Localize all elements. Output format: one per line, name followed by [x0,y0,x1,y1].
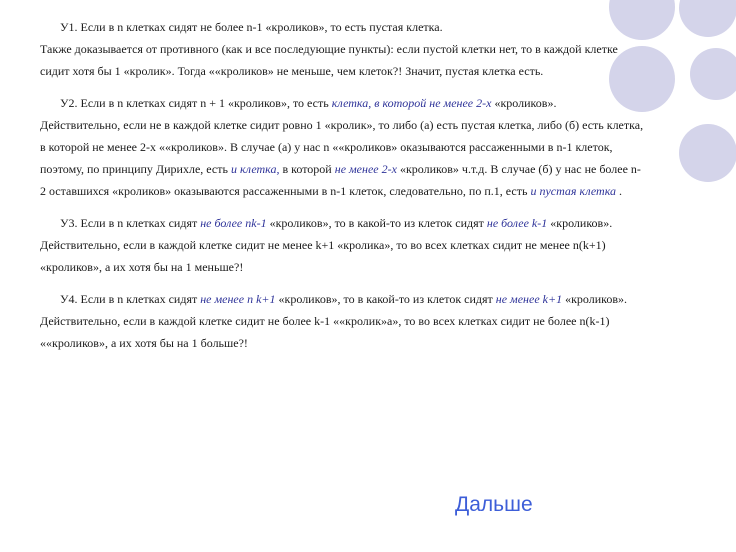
statement-3-line-3: «кроликов», а их хотя бы на 1 меньше?! [40,260,244,274]
text-run: «кроликов». [491,96,557,110]
text-run: . [616,184,623,198]
highlighted-term: и пустая клетка [530,184,617,198]
statement-2-line-5 [40,180,692,202]
statement-2 [40,92,692,202]
highlighted-term: клетка, в которой не менее 2-х [331,96,492,110]
text-run: в которой [279,162,335,176]
statement-3 [40,212,692,278]
statement-2-line-4 [40,158,692,180]
statement-4 [40,288,692,354]
text-run: «кроликов», то в какой-то из клеток сидят [266,216,487,230]
statement-4-line-2: Действительно, если в каждой клетке сидит не более k-1 ««кролик»а», то во всех клетках сидит не более n(k-1) [40,314,610,328]
text-run: «кроликов». [562,292,628,306]
statement-1-line-1: У1. Если в n клетках сидят не более n-1 «кроликов», то есть пустая клетка. [60,20,443,34]
statement-1-line-2: Также доказывается от противного (как и все последующие пункты): если пустой клетки нет, то в каждой клетке [40,42,618,56]
highlighted-term: не более k-1 [486,216,548,230]
highlighted-term: и клетка, [230,162,280,176]
text-run: «кроликов». [547,216,613,230]
highlighted-term: не менее 2-х [334,162,397,176]
decorative-circle [690,48,736,100]
statement-3-line-2: Действительно, если в каждой клетке сидит не менее k+1 «кролика», то во всех клетках сидит не менее n(k+1) [40,238,606,252]
highlighted-term: не менее k+1 [495,292,563,306]
text-run: У4. Если в n клетках сидят [60,292,201,306]
text-run: «кроликов», то в какой-то из клеток сидят [275,292,496,306]
text-run: У3. Если в n клетках сидят [60,216,201,230]
text-run: поэтому, по принципу Дирихле, есть [40,162,231,176]
statement-4-line-3: ««кроликов», а их хотя бы на 1 больше?! [40,336,248,350]
statement-1 [40,16,692,82]
statement-1-line-3: сидит хотя бы 1 «кролик». Тогда ««кроликов» не меньше, чем клеток?! Значит, пустая клетка есть. [40,64,544,78]
text-run: 2 оставшихся «кроликов» оказываются рассаженными в n-1 клеток, следовательно, по п.1, есть [40,184,531,198]
next-slide-link[interactable]: Дальше [455,493,533,516]
statement-2-line-3: в которой не менее 2-х ««кроликов». В случае (а) у нас n ««кроликов» оказываются рассаженными в n-1 клеток, [40,140,613,154]
highlighted-term: не менее n k+1 [200,292,276,306]
slide-content [40,16,692,364]
statement-3-line-1 [40,212,692,234]
statement-2-line-1 [40,92,692,114]
statement-2-line-2: Действительно, если не в каждой клетке сидит ровно 1 «кролик», то либо (а) есть пустая клетка, либо (б) есть клетка, [40,118,644,132]
statement-4-line-1 [40,288,692,310]
highlighted-term: не более nk-1 [200,216,267,230]
text-run: «кроликов» ч.т.д. В случае (б) у нас не более n- [396,162,641,176]
text-run: У2. Если в n клетках сидят n + 1 «кроликов», то есть [60,96,332,110]
